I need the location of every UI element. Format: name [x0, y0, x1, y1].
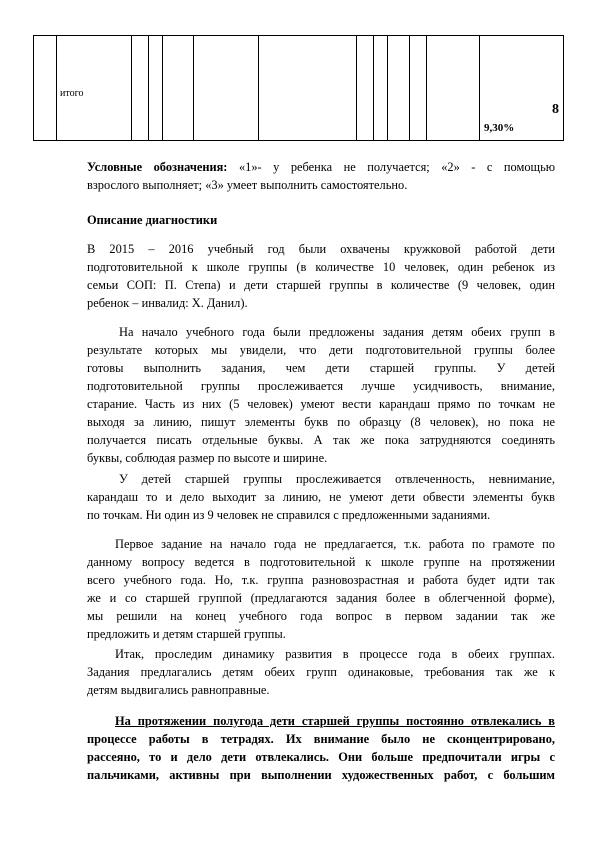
- text-line: детям выдвигались равноправные.: [87, 683, 270, 697]
- text-line: Итак, проследим динамику развития в процессе года в обеих группах.: [115, 647, 555, 661]
- text-line: [87, 712, 555, 730]
- underlined-text: На протяжении полугода дети старшей группы постоянно отвлекались в: [115, 714, 555, 728]
- paragraph-1: [87, 240, 555, 312]
- text-line: ребенок – инвалид: Х. Данил).: [87, 296, 248, 310]
- text-line: получается писать отдельные буквы. А так же пока затрудняются соединять: [87, 433, 555, 447]
- table-cell: [259, 36, 357, 141]
- text-line: результате которых мы увидели, что дети подготовительной группы более: [87, 343, 555, 357]
- text-line: процессе работы в тетрадях. Их внимание было не сконцентрировано,: [87, 732, 555, 746]
- legend: [87, 158, 555, 194]
- text-line: буквы, соблюдая размер по высоте и ширине.: [87, 451, 328, 465]
- row-label: итого: [57, 36, 132, 141]
- table-cell: [194, 36, 259, 141]
- table-cell: [388, 36, 410, 141]
- paragraph-4: [87, 535, 555, 643]
- section-heading: Описание диагностики: [87, 213, 218, 227]
- table-cell: [357, 36, 374, 141]
- table-cell: [410, 36, 427, 141]
- paragraph-2: [87, 323, 555, 467]
- text-line: На начало учебного года были предложены задания детям обеих групп в: [119, 325, 555, 339]
- text-line: подготовительной к школе группы (в количестве 10 человек, один ребенок из: [87, 260, 555, 274]
- text-line: семьи СОП: П. Степа) и дети старшей группы в количестве (9 человек, один: [87, 278, 555, 292]
- text-line: мы решили на конец учебного года вопрос в первом задании так же: [87, 609, 555, 623]
- table-cell: [163, 36, 194, 141]
- table-cell: [132, 36, 149, 141]
- text-line: данному вопросу ведется в подготовительной к школе группе на протяжении: [87, 555, 555, 569]
- table-row: [34, 36, 564, 141]
- text-line: Первое задание на начало года не предлагается, т.к. работа по грамоте по: [115, 537, 555, 551]
- summary-table: [33, 35, 564, 141]
- text-line: пальчиками, активны при выполнении художественных работ, с большим: [87, 768, 555, 782]
- text-line: старание. Часть из них (5 человек) умеют вести карандаш прямо по точкам не: [87, 397, 555, 411]
- text-line: готовы выполнить задания, чем дети старшей группы. У детей: [87, 361, 555, 375]
- text-line: подготовительной группы прослеживается лучше усидчивость, внимание,: [87, 379, 555, 393]
- text-line: В 2015 – 2016 учебный год были охвачены кружковой работой дети: [87, 242, 555, 256]
- total-count: 8: [552, 102, 559, 117]
- table-cell: [149, 36, 163, 141]
- table-cell: [34, 36, 57, 141]
- text-line: же и со старшей группой (предлагаются задания более в облегченной форме),: [87, 591, 555, 605]
- text-line: выходя за линию, пишут элементы букв по образцу (8 человек), но пока не: [87, 415, 555, 429]
- table-cell: [374, 36, 388, 141]
- paragraph-6: [87, 712, 555, 784]
- paragraph-5: [87, 645, 555, 699]
- total-cell: [480, 36, 564, 141]
- text-line: карандаш то и дело выходит за линию, не умеют дети обвести элементы букв: [87, 490, 555, 504]
- text-line: предложить и детям старшей группы.: [87, 627, 286, 641]
- legend-line-1: [87, 158, 555, 176]
- text-line: всего учебного года. Но, т.к. группа разновозрастная и работа будет идти так: [87, 573, 555, 587]
- total-percent: 9,30%: [484, 122, 515, 134]
- legend-text: «1»- у ребенка не получается; «2» - с помощью: [238, 160, 555, 174]
- table-cell: [427, 36, 480, 141]
- text-line: Задания предлагались детям обеих групп одинаковые, требования так же к: [87, 665, 555, 679]
- legend-line-2: взрослого выполняет; «3» умеет выполнить самостоятельно.: [87, 178, 408, 192]
- text-line: по точкам. Ни один из 9 человек не справился с предложенными заданиями.: [87, 508, 491, 522]
- paragraph-3: [87, 470, 555, 524]
- text-line: У детей старшей группы прослеживается отвлеченность, невнимание,: [119, 472, 555, 486]
- legend-heading: Условные обозначения:: [87, 160, 228, 174]
- text-line: рассеяно, то и дело дети отвлекались. Они больше предпочитали игры с: [87, 750, 555, 764]
